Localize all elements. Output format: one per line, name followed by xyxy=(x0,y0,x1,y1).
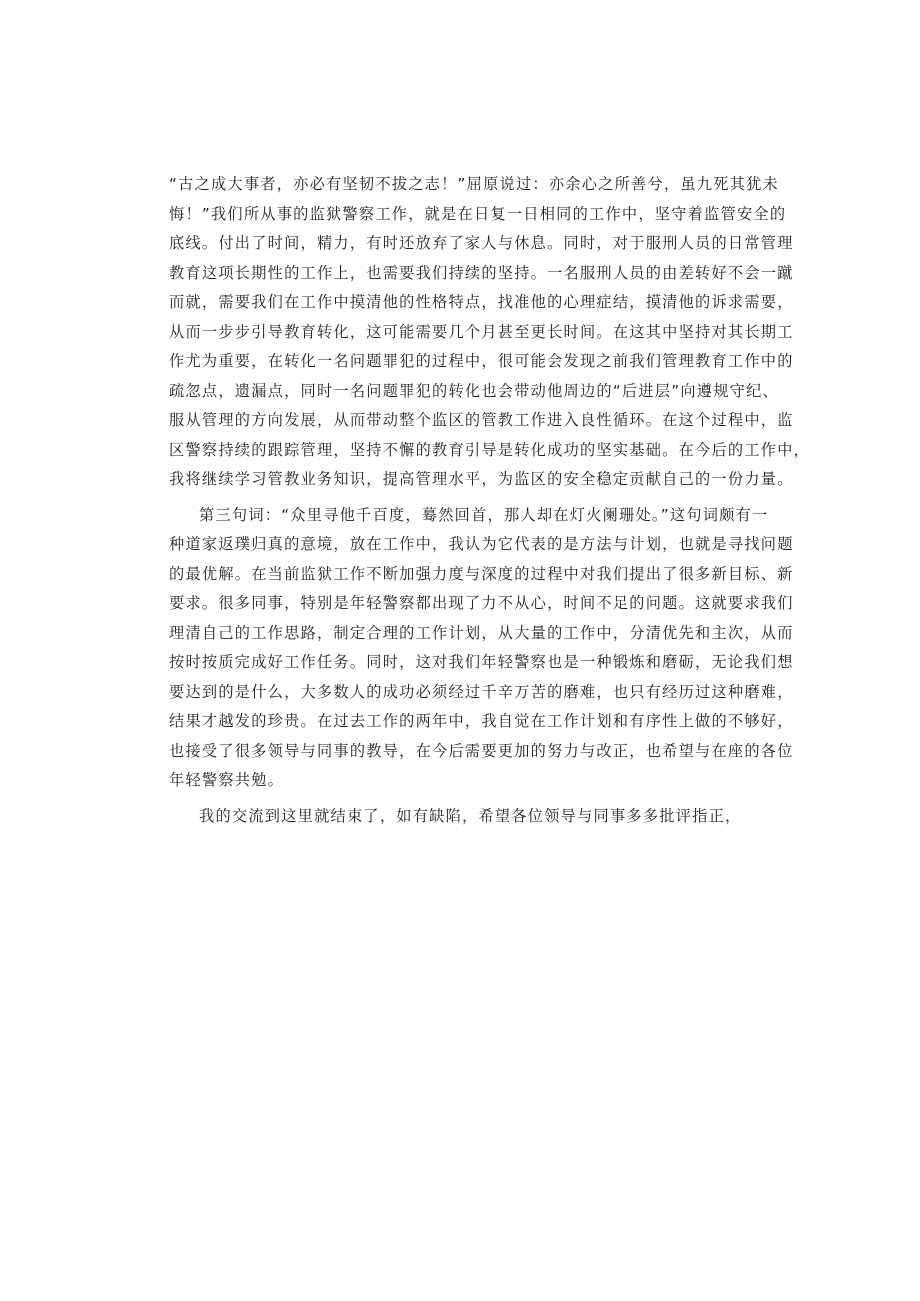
text-line-first: 我的交流到这里就结束了，如有缺陷，希望各位领导与同事多多批评指正， xyxy=(199,806,742,825)
text-line-first: 第三句词：“众里寻他千百度，蓦然回首，那人却在灯火阑珊处。”这句词颇有一 xyxy=(199,505,769,524)
text-line: 我将继续学习管教业务知识，提高管理水平，为监区的安全稳定贡献自己的一份力量。 xyxy=(169,470,794,488)
text-line: “古之成大事者，亦必有坚韧不拔之志！”屈原说过：亦余心之所善兮，虽九死其犹未 xyxy=(169,175,779,193)
text-line: 的最优解。在当前监狱工作不断加强力度与深度的过程中对我们提出了很多新目标、新 xyxy=(169,564,794,583)
text-line: 作尤为重要，在转化一名问题罪犯的过程中，很可能会发现之前我们管理教育工作中的 xyxy=(169,352,794,370)
text-line: 而就，需要我们在工作中摸清他的性格特点，找准他的心理症结，摸清他的诉求需要， xyxy=(169,293,794,311)
text-line: 要达到的是什么，大多数人的成功必须经过千辛万苦的磨难，也只有经历过这种磨难， xyxy=(169,682,794,701)
text-line: 服从管理的方向发展，从而带动整个监区的管教工作进入良性循环。在这个过程中，监 xyxy=(169,411,794,429)
text-line: 年轻警察共勉。 xyxy=(169,771,285,789)
text-line: 结果才越发的珍贵。在过去工作的两年中，我自觉在工作计划和有序性上做的不够好， xyxy=(169,712,794,730)
text-line: 区警察持续的跟踪管理，坚持不懈的教育引导是转化成功的坚实基础。在今后的工作中， xyxy=(169,440,811,459)
text-line: 教育这项长期性的工作上，也需要我们持续的坚持。一名服刑人员的由差转好不会一蹴 xyxy=(169,263,794,282)
text-line: 种道家返璞归真的意境，放在工作中，我认为它代表的是方法与计划，也就是寻找问题 xyxy=(169,535,794,553)
text-line: 要求。很多同事，特别是年轻警察都出现了力不从心，时间不足的问题。这就要求我们 xyxy=(169,594,794,612)
document-body xyxy=(169,170,811,831)
text-line: 悔！”我们所从事的监狱警察工作，就是在日复一日相同的工作中，坚守着监管安全的 xyxy=(169,204,787,223)
text-line: 底线。付出了时间，精力，有时还放弃了家人与休息。同时，对于服刑人员的日常管理 xyxy=(169,234,794,252)
text-line: 也接受了很多领导与同事的教导，在今后需要更加的努力与改正，也希望与在座的各位 xyxy=(169,741,794,760)
text-line: 从而一步步引导教育转化，这可能需要几个月甚至更长时间。在这其中坚持对其长期工 xyxy=(169,322,794,341)
text-line: 理清自己的工作思路，制定合理的工作计划，从大量的工作中，分清优先和主次，从而 xyxy=(169,623,794,642)
text-line: 疏忽点，遗漏点，同时一名问题罪犯的转化也会带动他周边的“后进层”向遵规守纪、 xyxy=(169,381,779,400)
text-line: 按时按质完成好工作任务。同时，这对我们年轻警察也是一种锻炼和磨砺，无论我们想 xyxy=(169,653,794,671)
